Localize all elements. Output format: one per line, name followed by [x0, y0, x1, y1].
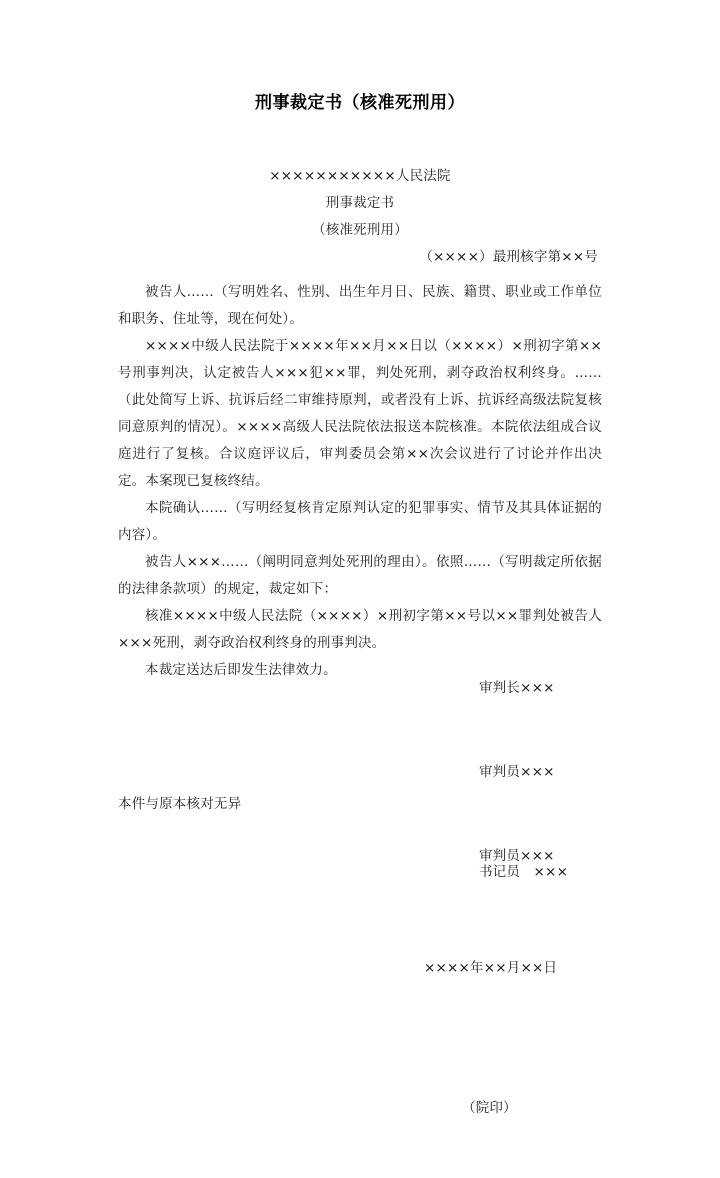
page-title: 刑事裁定书（核准死刑用） — [255, 93, 465, 113]
court-seal-label: （院印） — [462, 1100, 517, 1116]
signature-presiding-judge — [118, 646, 602, 730]
court-seal-row — [118, 1038, 602, 1178]
document-footer — [118, 790, 602, 914]
court-name: ×××××××××××人民法院 — [269, 168, 451, 184]
signature-date: ××××年××月××日 — [424, 960, 558, 976]
paragraph-defendant: 被告人……（写明姓名、性别、出生年月日、民族、籍贯、职业或工作单位和职务、住址等，现在何处）。 — [118, 284, 602, 327]
case-number: （××××）最刑核字第××号 — [419, 249, 598, 265]
clerk-name: ××× — [533, 864, 569, 880]
document-subtype: （核准死刑用） — [312, 222, 408, 238]
signature-date-row — [118, 898, 602, 1038]
verification-note: 本件与原本核对无异 — [118, 796, 242, 812]
document-type: 刑事裁定书 — [325, 195, 395, 211]
signature-judge-2-role: 审判员 — [478, 848, 521, 864]
clerk-spacer — [520, 864, 533, 880]
paragraph-trial-history: ××××中级人民法院于××××年××月××日以（××××）×刑初字第××号刑事判决，认定被告人×××犯××罪，判处死刑，剥夺政治权利终身。……（此处简写上诉、抗诉后经二审维持原判，或者没有上诉、抗诉经高级法院复核同意原判的情况）。××××高级人民法院依法报送本院核准。本院依法组成合议庭进行了复核。合议庭评议后，审判委员会第××次会议进行了讨论并作出决定。本案现已复核终结。 — [118, 338, 602, 489]
clerk-role: 书记员 — [478, 864, 521, 880]
signature-presiding-judge-role: 审判长 — [478, 680, 521, 696]
clerk-signature — [118, 830, 602, 914]
paragraph-effect: 本裁定送达后即发生法律效力。 — [145, 662, 337, 678]
signature-judge-1-name: ××× — [520, 764, 555, 780]
signature-judge-1-role: 审判员 — [478, 764, 521, 780]
paragraph-confirmation: 本院确认……（写明经复核肯定原判认定的犯罪事实、情节及其具体证据的内容）。 — [118, 500, 602, 543]
signature-judge-2-name: ××× — [520, 848, 555, 864]
paragraph-ruling: 核准××××中级人民法院（××××）×刑初字第××号以××罪判处被告人×××死刑，剥夺政治权利终身的刑事判决。 — [118, 608, 602, 651]
paragraph-reasoning: 被告人×××……（阐明同意判处死刑的理由）。依照……（写明裁定所依据的法律条款项）的规定，裁定如下： — [118, 554, 602, 597]
document-body — [118, 279, 602, 684]
document-header — [118, 163, 602, 271]
signature-presiding-judge-name: ××× — [520, 680, 555, 696]
